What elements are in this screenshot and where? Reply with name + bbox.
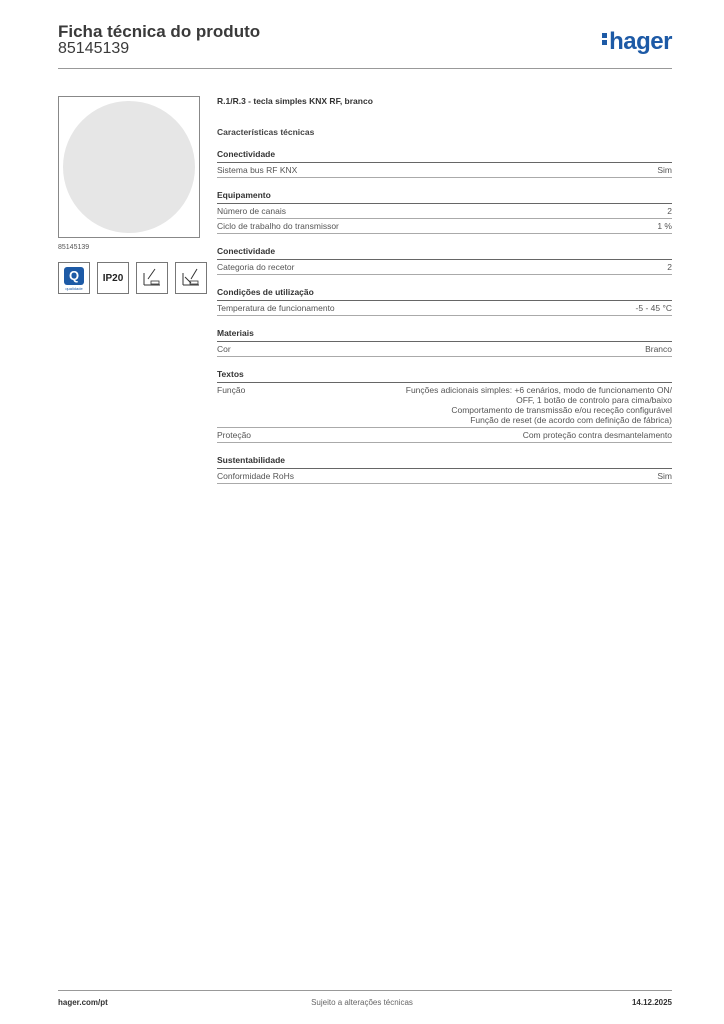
- spec-value: 1 %: [657, 221, 672, 231]
- spec-row: [217, 301, 672, 316]
- spec-value: Sim: [657, 471, 672, 481]
- spec-key: Conformidade RoHs: [217, 471, 295, 481]
- spec-value: 2: [667, 262, 672, 272]
- spec-group: [217, 455, 672, 484]
- spec-group: [217, 190, 672, 234]
- footer-divider: [58, 990, 672, 991]
- group-title: Conectividade: [217, 246, 672, 260]
- spec-value: Sim: [657, 165, 672, 175]
- spec-value: -5 - 45 °C: [635, 303, 672, 313]
- product-image: [58, 96, 200, 238]
- product-code: 85145139: [58, 40, 130, 57]
- spec-group: [217, 328, 672, 357]
- spec-row: [217, 342, 672, 357]
- footer-notice: Sujeito a alterações técnicas: [311, 998, 413, 1007]
- spec-row: [217, 428, 672, 443]
- surface-mount-icon: [175, 262, 207, 294]
- spec-key: Temperatura de funcionamento: [217, 303, 335, 313]
- spec-section: [217, 96, 672, 496]
- quality-badge-text: qualidade: [65, 286, 83, 291]
- spec-row: [217, 219, 672, 234]
- spec-row: [217, 469, 672, 484]
- group-title: Sustentabilidade: [217, 455, 672, 469]
- spec-value: Branco: [645, 344, 672, 354]
- spec-group: [217, 287, 672, 316]
- spec-key: Número de canais: [217, 206, 286, 216]
- spec-key: Sistema bus RF KNX: [217, 165, 298, 175]
- product-name: R.1/R.3 - tecla simples KNX RF, branco: [217, 96, 373, 106]
- spec-key: Cor: [217, 344, 231, 354]
- spec-heading: Características técnicas: [217, 127, 315, 137]
- spec-value: 2: [667, 206, 672, 216]
- group-title: Equipamento: [217, 190, 672, 204]
- logo-dots-icon: [602, 31, 607, 47]
- group-title: Condições de utilização: [217, 287, 672, 301]
- group-title: Conectividade: [217, 149, 672, 163]
- product-disc: [63, 101, 195, 233]
- spec-value: Funções adicionais simples: +6 cenários, modo de funcionamento ON/ OFF, 1 botão de controlo para cima/baixo Comportamento de transmissão e/ou receção configurável Função de reset (de acordo com definição de fábrica): [405, 385, 672, 425]
- spec-key: Categoria do recetor: [217, 262, 295, 272]
- spec-row: [217, 383, 672, 428]
- image-caption: 85145139: [58, 244, 90, 251]
- badge-row: [58, 262, 207, 294]
- spec-row: [217, 163, 672, 178]
- spec-key: Função: [217, 385, 246, 395]
- quality-badge: [58, 262, 90, 294]
- spec-group: [217, 246, 672, 275]
- ip-rating-badge: IP20: [97, 262, 129, 294]
- quality-q-icon: Q: [64, 267, 84, 285]
- spec-key: Proteção: [217, 430, 252, 440]
- page-title: Ficha técnica do produto: [58, 22, 261, 41]
- spec-row: [217, 204, 672, 219]
- footer-website-link[interactable]: hager.com/pt: [58, 998, 108, 1007]
- spec-row: [217, 260, 672, 275]
- flush-mount-icon: [136, 262, 168, 294]
- spec-value: Com proteção contra desmantelamento: [522, 430, 672, 440]
- logo-text: hager: [609, 28, 672, 55]
- group-title: Materiais: [217, 328, 672, 342]
- group-title: Textos: [217, 369, 672, 383]
- spec-group: [217, 149, 672, 178]
- footer-date: 14.12.2025: [631, 998, 672, 1007]
- spec-group: [217, 369, 672, 443]
- hager-logo: [602, 28, 672, 56]
- spec-key: Ciclo de trabalho do transmissor: [217, 221, 339, 231]
- header-divider: [58, 68, 672, 69]
